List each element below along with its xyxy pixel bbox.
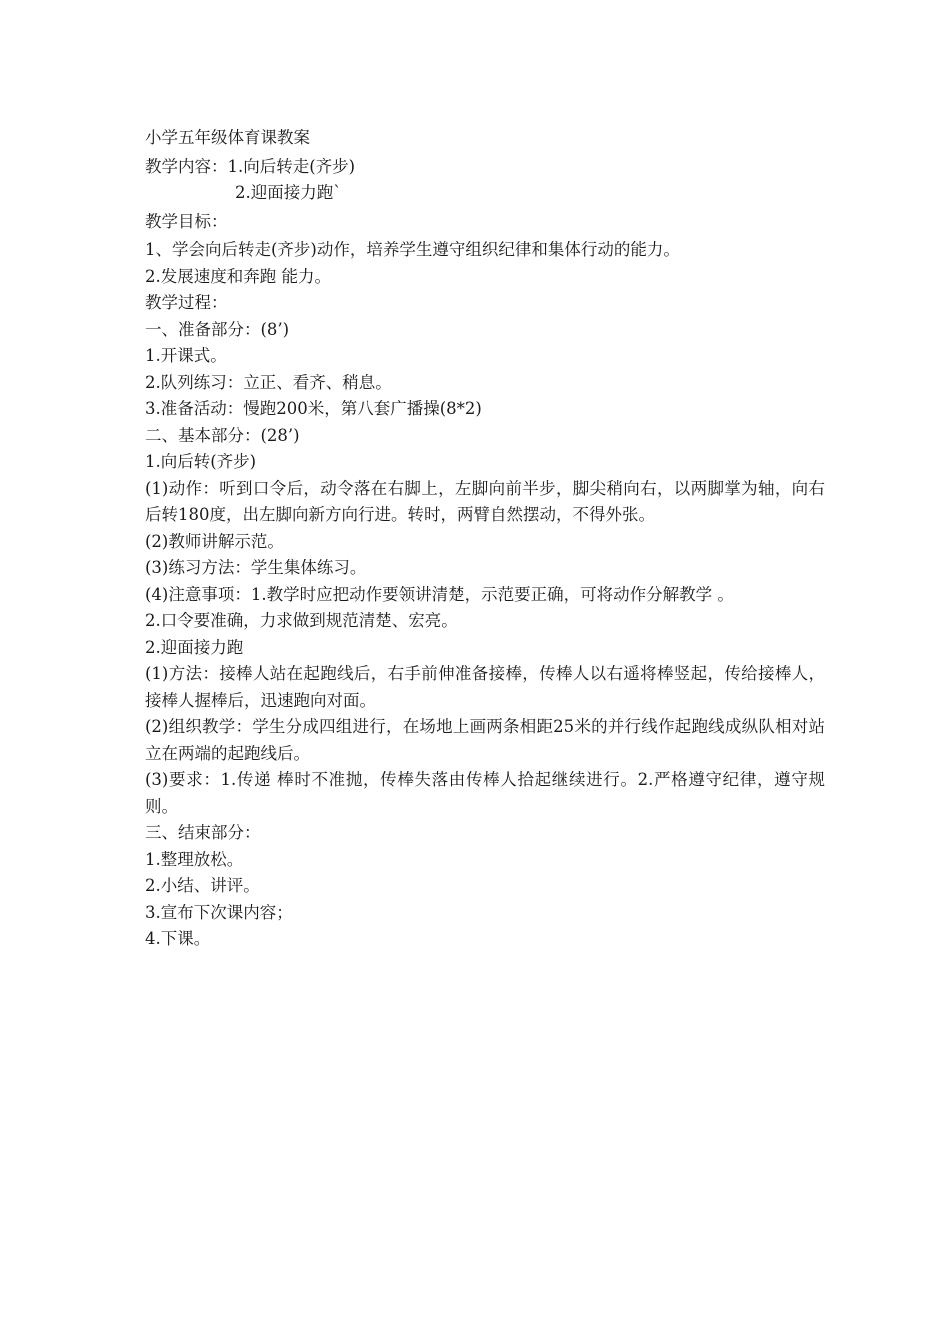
teaching-content-label: 教学内容：1.向后转走(齐步) bbox=[145, 156, 356, 176]
list-item: 2.口令要准确，力求做到规范清楚、宏亮。 bbox=[145, 611, 458, 630]
objectives-label: 教学目标： bbox=[145, 211, 228, 231]
list-item: (2)教师讲解示范。 bbox=[145, 531, 284, 551]
objective-1: 1、学会向后转走(齐步)动作，培养学生遵守组织纪律和集体行动的能力。 bbox=[145, 240, 680, 259]
list-item: 1.开课式。 bbox=[145, 346, 227, 365]
part2-heading: 二、基本部分：(28’) bbox=[145, 425, 300, 445]
list-item: 3.准备活动：慢跑200米，第八套广播操(8*2) bbox=[145, 399, 482, 418]
list-item: (1)动作：听到口令后，动令落在右脚上，左脚向前半步，脚尖稍向右，以两脚掌为轴，向右后转180度，出左脚向新方向行进。转时，两臂自然摆动，不得外张。 bbox=[145, 478, 825, 524]
list-item: (3)要求：1.传递 棒时不准抛，传棒失落由传棒人拾起继续进行。2.严格遵守纪律，遵守规则。 bbox=[145, 770, 825, 816]
part3-heading: 三、结束部分： bbox=[145, 823, 261, 842]
part2-subheading-1: 1.向后转(齐步) bbox=[145, 452, 257, 471]
part1-heading: 一、准备部分：(8’) bbox=[145, 319, 290, 339]
list-item: 4.下课。 bbox=[145, 929, 211, 948]
list-item: 3.宣布下次课内容； bbox=[145, 902, 293, 922]
objective-2: 2.发展速度和奔跑 能力。 bbox=[145, 266, 331, 286]
list-item: (4)注意事项：1.教学时应把动作要领讲清楚，示范要正确，可将动作分解教学 。 bbox=[145, 584, 734, 604]
lesson-plan-body bbox=[145, 121, 825, 953]
list-item: (3)练习方法：学生集体练习。 bbox=[145, 558, 367, 577]
list-item: 1.整理放松。 bbox=[145, 849, 244, 869]
list-item: (2)组织教学：学生分成四组进行，在场地上画两条相距25米的并行线作起跑线成纵队相对站立在两端的起跑线后。 bbox=[145, 717, 825, 763]
list-item: 2.小结、讲评。 bbox=[145, 876, 260, 895]
teaching-content-item-2: 2.迎面接力跑` bbox=[235, 183, 342, 202]
part2-subheading-2: 2.迎面接力跑 bbox=[145, 637, 244, 657]
list-item: 2.队列练习：立正、看齐、稍息。 bbox=[145, 372, 392, 392]
process-label: 教学过程： bbox=[145, 293, 228, 312]
document-title: 小学五年级体育课教案 bbox=[145, 128, 310, 147]
list-item: (1)方法：接棒人站在起跑线后，右手前伸准备接棒，传棒人以右遥将棒竖起，传给接棒人，接棒人握棒后，迅速跑向对面。 bbox=[145, 664, 825, 710]
